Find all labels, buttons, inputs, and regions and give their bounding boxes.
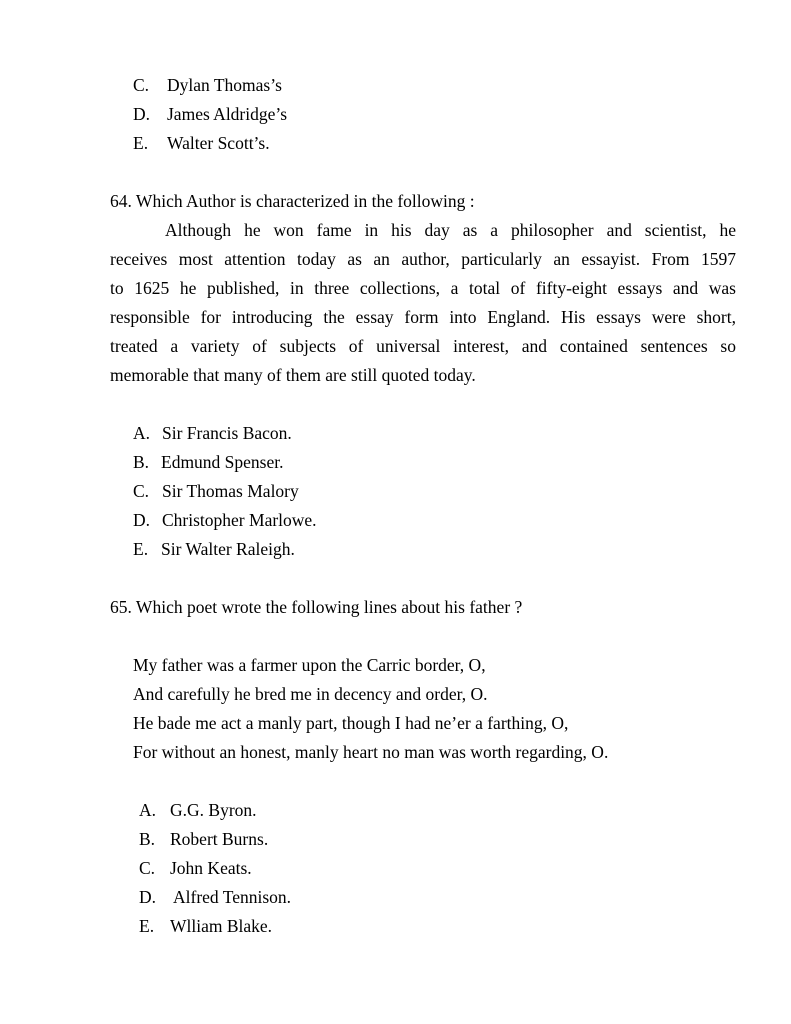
option-text: Edmund Spenser. <box>161 452 284 472</box>
option-text: Walter Scott’s. <box>167 133 270 153</box>
option-text: Wlliam Blake. <box>170 916 273 936</box>
passage-line: memorable that many of them are still quoted today. <box>110 365 476 385</box>
option-letter: D. <box>139 887 157 907</box>
q64-option-d <box>133 510 317 530</box>
q65-option-e <box>139 916 272 936</box>
prev-option-c <box>133 75 282 95</box>
option-letter: A. <box>133 423 151 443</box>
option-text: James Aldridge’s <box>167 104 288 124</box>
option-letter: A. <box>139 800 157 820</box>
option-letter: D. <box>133 510 151 530</box>
q65-option-c <box>139 858 252 878</box>
option-letter: B. <box>133 452 150 472</box>
option-text: Christopher Marlowe. <box>162 510 317 530</box>
verse-line: He bade me act a manly part, though I had ne’er a farthing, O, <box>133 713 569 733</box>
option-text: Sir Thomas Malory <box>162 481 299 501</box>
prev-option-d <box>133 104 287 124</box>
option-letter: C. <box>133 75 150 95</box>
question-65-heading: 65. Which poet wrote the following lines about his father ? <box>110 597 523 617</box>
verse-line: My father was a farmer upon the Carric border, O, <box>133 655 486 675</box>
q64-option-a <box>133 423 292 443</box>
q64-option-c <box>133 481 299 501</box>
option-letter: E. <box>133 539 149 559</box>
option-text: John Keats. <box>170 858 252 878</box>
option-letter: E. <box>133 133 149 153</box>
option-text: G.G. Byron. <box>170 800 257 820</box>
option-text: Sir Francis Bacon. <box>162 423 292 443</box>
option-text: Robert Burns. <box>170 829 269 849</box>
verse-line: For without an honest, manly heart no man was worth regarding, O. <box>133 742 609 762</box>
option-text: Dylan Thomas’s <box>167 75 282 95</box>
q65-option-a <box>139 800 257 820</box>
option-letter: E. <box>139 916 155 936</box>
option-letter: C. <box>133 481 150 501</box>
option-letter: C. <box>139 858 156 878</box>
option-letter: B. <box>139 829 156 849</box>
question-64-heading: 64. Which Author is characterized in the following : <box>110 191 475 211</box>
q65-option-b <box>139 829 268 849</box>
option-text: Sir Walter Raleigh. <box>161 539 295 559</box>
prev-option-e <box>133 133 270 153</box>
q65-option-d <box>139 887 291 907</box>
q64-option-e <box>133 539 295 559</box>
passage-line: treated a variety of subjects of universal interest, and contained sentences so <box>110 336 736 356</box>
passage-line: receives most attention today as an author, particularly an essayist. From 1597 <box>110 249 736 269</box>
option-text: Alfred Tennison. <box>173 887 292 907</box>
passage-line: responsible for introducing the essay form into England. His essays were short, <box>110 307 736 327</box>
q64-option-b <box>133 452 284 472</box>
option-letter: D. <box>133 104 151 124</box>
verse-line: And carefully he bred me in decency and order, O. <box>133 684 488 704</box>
passage-line: to 1625 he published, in three collections, a total of fifty-eight essays and was <box>110 278 736 298</box>
passage-line: Although he won fame in his day as a philosopher and scientist, he <box>165 220 736 240</box>
